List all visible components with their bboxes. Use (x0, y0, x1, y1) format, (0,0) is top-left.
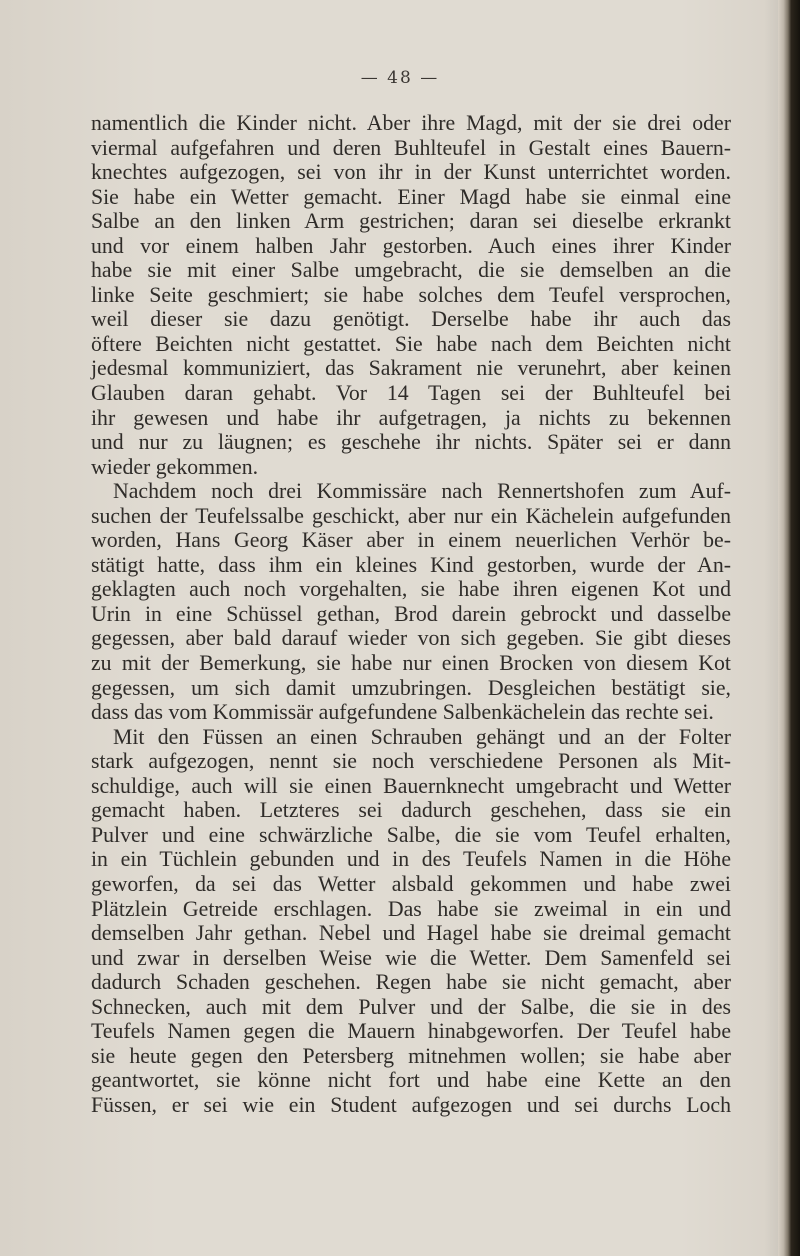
text-line: dass das vom Kommissär aufgefundene Salbenkächelein das rechte sei. (91, 700, 714, 725)
text-line: dadurch Schaden geschehen. Regen habe sie nicht gemacht, aber (91, 970, 731, 995)
text-line: Teufels Namen gegen die Mauern hinabgeworfen. Der Teufel habe (91, 1019, 731, 1044)
text-line: in ein Tüchlein gebunden und in des Teufels Namen in die Höhe (91, 847, 731, 872)
text-line: knechtes aufgezogen, sei von ihr in der Kunst unterrichtet worden. (91, 160, 731, 185)
text-line: namentlich die Kinder nicht. Aber ihre Magd, mit der sie drei oder (91, 111, 731, 135)
text-line: Pulver und eine schwärzliche Salbe, die sie vom Teufel erhalten, (91, 822, 731, 847)
text-line: Sie habe ein Wetter gemacht. Einer Magd habe sie einmal eine (91, 184, 731, 209)
text-line: gegessen, aber bald darauf wieder von sich gegeben. Sie gibt dieses (91, 626, 731, 651)
text-line: demselben Jahr gethan. Nebel und Hagel habe sie dreimal gemacht (91, 921, 731, 946)
text-line: habe sie mit einer Salbe umgebracht, die sie demselben an die (91, 258, 731, 283)
text-line: gemacht haben. Letzteres sei dadurch geschehen, dass sie ein (91, 798, 731, 823)
text-line: worden, Hans Georg Käser aber in einem neuerlichen Verhör be- (91, 528, 731, 553)
text-line: und zwar in derselben Weise wie die Wetter. Dem Samenfeld sei (91, 945, 731, 970)
text-line: Mit den Füssen an einen Schrauben gehängt und an der Folter (113, 724, 731, 749)
text-line: schuldige, auch will sie einen Bauernknecht umgebracht und Wetter (91, 773, 731, 798)
text-line: gegessen, um sich damit umzubringen. Desgleichen bestätigt sie, (91, 675, 731, 700)
text-line: Füssen, er sei wie ein Student aufgezogen und sei durchs Loch (91, 1092, 731, 1117)
text-line: Salbe an den linken Arm gestrichen; daran sei dieselbe erkrankt (91, 209, 731, 234)
text-line: geworfen, da sei das Wetter alsbald gekommen und habe zwei (91, 871, 731, 896)
text-line: viermal aufgefahren und deren Buhlteufel in Gestalt eines Bauern- (91, 135, 731, 160)
text-line: Plätzlein Getreide erschlagen. Das habe sie zweimal in ein und (91, 896, 731, 921)
text-line: Nachdem noch drei Kommissäre nach Rennertshofen zum Auf- (113, 479, 731, 504)
body-text (91, 111, 731, 1117)
text-line: suchen der Teufelssalbe geschickt, aber nur ein Kächelein aufgefunden (91, 503, 731, 528)
text-line: linke Seite geschmiert; sie habe solches dem Teufel versprochen, (91, 282, 731, 307)
text-line: stark aufgezogen, nennt sie noch verschiedene Personen als Mit- (91, 749, 731, 774)
text-line: und vor einem halben Jahr gestorben. Auch eines ihrer Kinder (91, 233, 731, 258)
text-line: ihr gewesen und habe ihr aufgetragen, ja nichts zu bekennen (91, 405, 731, 430)
text-line: stätigt hatte, dass ihm ein kleines Kind gestorben, wurde der An- (91, 552, 731, 577)
page-number-header: — 48 — (360, 68, 440, 88)
text-line: sie heute gegen den Petersberg mitnehmen wollen; sie habe aber (91, 1043, 731, 1068)
text-line: geklagten auch noch vorgehalten, sie habe ihren eigenen Kot und (91, 577, 731, 602)
text-line: wieder gekommen. (91, 454, 259, 479)
text-line: Schnecken, auch mit dem Pulver und der Salbe, die sie in des (91, 994, 731, 1019)
text-line: Glauben daran gehabt. Vor 14 Tagen sei der Buhlteufel bei (91, 381, 731, 406)
text-line: weil dieser sie dazu genötigt. Derselbe habe ihr auch das (91, 307, 731, 332)
text-line: Urin in eine Schüssel gethan, Brod darein gebrockt und dasselbe (91, 601, 731, 626)
page-gutter-shadow (764, 0, 778, 1256)
text-line: geantwortet, sie könne nicht fort und habe eine Kette an den (91, 1068, 731, 1093)
text-line: jedesmal kommuniziert, das Sakrament nie verunehrt, aber keinen (91, 356, 731, 381)
text-line: und nur zu läugnen; es geschehe ihr nichts. Später sei er dann (91, 430, 731, 455)
page-edge (778, 0, 800, 1256)
text-line: öftere Beichten nicht gestattet. Sie habe nach dem Beichten nicht (91, 331, 731, 356)
text-line: zu mit der Bemerkung, sie habe nur einen Brocken von diesem Kot (91, 651, 731, 676)
